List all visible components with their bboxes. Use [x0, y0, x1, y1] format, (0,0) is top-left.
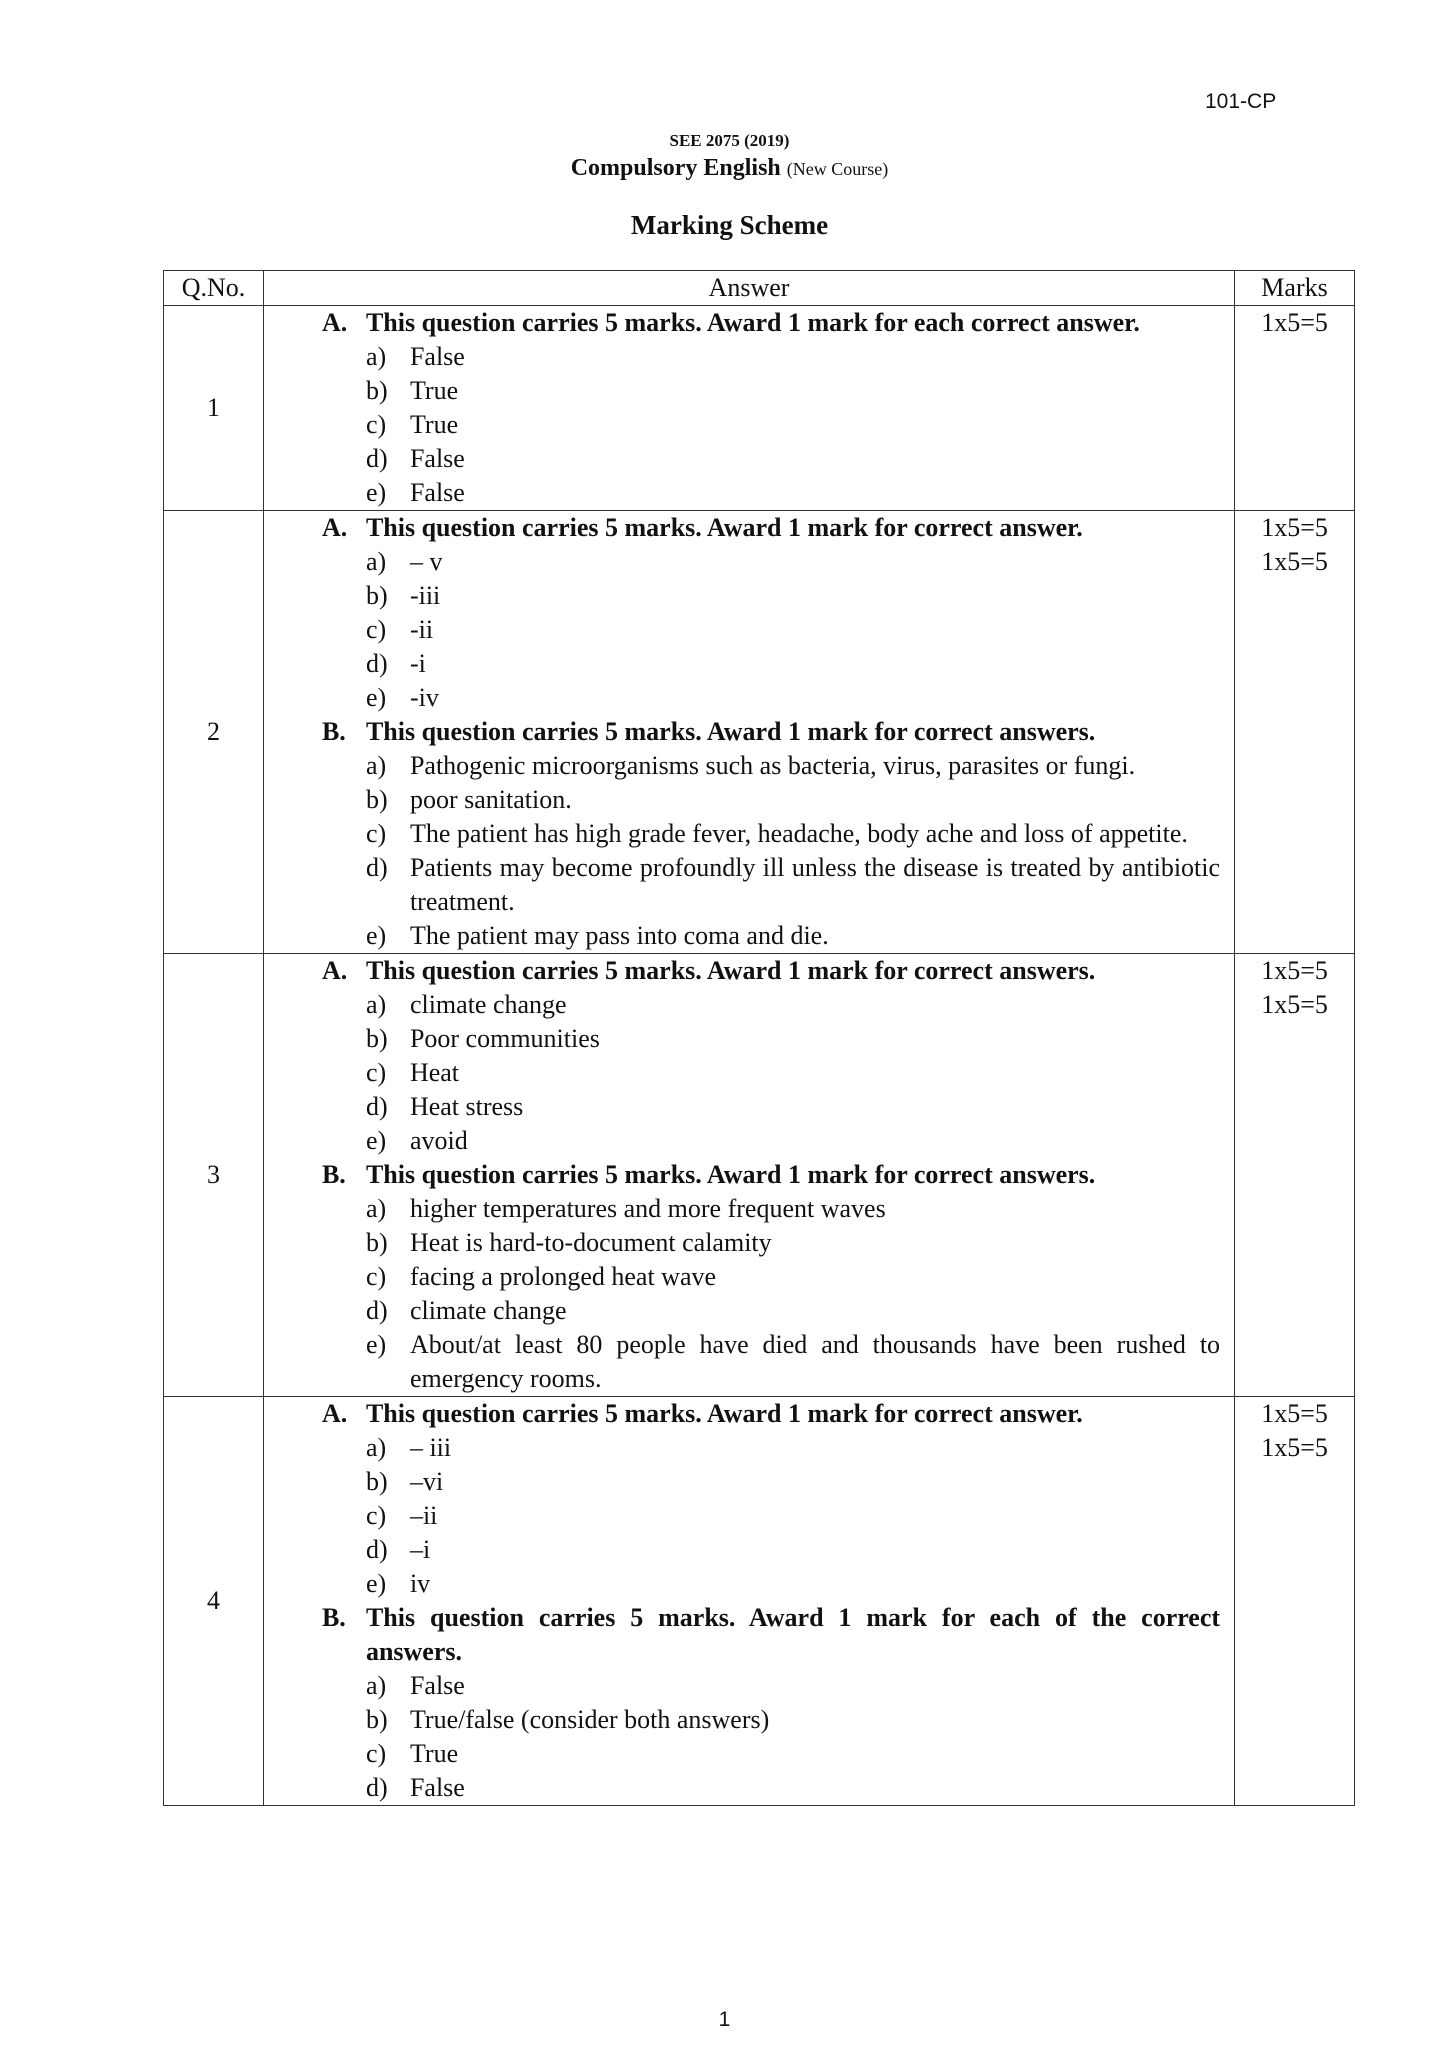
- answer-item: [264, 1567, 1220, 1601]
- answer-item: [264, 545, 1220, 579]
- answer-item: [264, 579, 1220, 613]
- item-text: iv: [409, 1569, 431, 1598]
- item-text: The patient has high grade fever, headache, body ache and loss of appetite.: [409, 819, 1188, 848]
- marks-cell: [1235, 511, 1355, 954]
- item-text: True: [409, 376, 459, 405]
- part-text: This question carries 5 marks. Award 1 mark for correct answer.: [365, 513, 1083, 542]
- answer-cell: [263, 1397, 1234, 1806]
- item-letter: a): [365, 751, 387, 780]
- item-letter: d): [365, 1773, 388, 1802]
- header-marks: Marks: [1235, 271, 1355, 306]
- answer-item: [264, 1465, 1220, 1499]
- item-text: higher temperatures and more frequent waves: [409, 1194, 886, 1223]
- item-text: facing a prolonged heat wave: [409, 1262, 717, 1291]
- answer-item: [264, 1737, 1220, 1771]
- part-instruction: [264, 1397, 1220, 1431]
- item-text: Heat: [409, 1058, 460, 1087]
- item-text: – iii: [409, 1433, 452, 1462]
- part-text: This question carries 5 marks. Award 1 mark for correct answer.: [365, 1399, 1083, 1428]
- item-letter: b): [365, 1705, 388, 1734]
- header-answer: Answer: [263, 271, 1234, 306]
- answer-item: [264, 749, 1220, 783]
- part-letter: B.: [321, 1603, 346, 1632]
- item-letter: a): [365, 547, 387, 576]
- part-instruction: [264, 1158, 1220, 1192]
- item-letter: c): [365, 1501, 387, 1530]
- item-letter: a): [365, 990, 387, 1019]
- item-text: climate change: [409, 1296, 567, 1325]
- item-letter: a): [365, 1194, 387, 1223]
- page-code: 101-CP: [1205, 90, 1277, 113]
- item-letter: c): [365, 1739, 387, 1768]
- item-text: Heat is hard-to-document calamity: [409, 1228, 772, 1257]
- part-letter: A.: [321, 513, 348, 542]
- item-text: True/false (consider both answers): [409, 1705, 770, 1734]
- item-text: False: [409, 342, 465, 371]
- item-letter: d): [365, 1092, 388, 1121]
- answer-item: [264, 1703, 1220, 1737]
- item-letter: b): [365, 1024, 388, 1053]
- marks-value: 1x5=5: [1261, 547, 1328, 576]
- part-instruction: [264, 954, 1220, 988]
- item-text: -iii: [409, 581, 441, 610]
- answer-item: [264, 1056, 1220, 1090]
- part-letter: A.: [321, 956, 348, 985]
- marks-value: 1x5=5: [1261, 308, 1328, 337]
- question-number: 2: [164, 511, 264, 954]
- item-letter: b): [365, 785, 388, 814]
- item-text: –vi: [409, 1467, 444, 1496]
- table-row: [164, 954, 1355, 1397]
- answer-item: [264, 374, 1220, 408]
- answer-item: [264, 1328, 1220, 1396]
- part-instruction: [264, 1601, 1220, 1669]
- marks-value: 1x5=5: [1261, 956, 1328, 985]
- answer-item: [264, 1771, 1220, 1805]
- table-row: [164, 1397, 1355, 1806]
- subject-title: [163, 155, 1296, 182]
- scheme-title: Marking Scheme: [630, 210, 829, 240]
- exam-title: SEE 2075 (2019): [669, 131, 790, 150]
- answer-item: [264, 408, 1220, 442]
- item-text: -ii: [409, 615, 434, 644]
- answer-item: [264, 783, 1220, 817]
- answer-item: [264, 1226, 1220, 1260]
- item-text: Pathogenic microorganisms such as bacteria, virus, parasites or fungi.: [409, 751, 1136, 780]
- answer-item: [264, 647, 1220, 681]
- answer-cell: [263, 511, 1234, 954]
- part-text: This question carries 5 marks. Award 1 mark for each of the correct answers.: [365, 1603, 1221, 1666]
- item-letter: e): [365, 1126, 387, 1155]
- answer-cell: [263, 306, 1234, 511]
- item-text: Patients may become profoundly ill unless the disease is treated by antibiotic treatment.: [409, 853, 1221, 916]
- answer-item: [264, 1431, 1220, 1465]
- part-text: This question carries 5 marks. Award 1 mark for correct answers.: [365, 1160, 1096, 1189]
- answer-item: [264, 1192, 1220, 1226]
- part-instruction: [264, 511, 1220, 545]
- part-text: This question carries 5 marks. Award 1 mark for each correct answer.: [365, 308, 1140, 337]
- item-text: Poor communities: [409, 1024, 600, 1053]
- item-letter: e): [365, 1330, 387, 1359]
- item-text: avoid: [409, 1126, 468, 1155]
- item-letter: d): [365, 1296, 388, 1325]
- item-text: – v: [409, 547, 443, 576]
- marks-value: 1x5=5: [1261, 990, 1328, 1019]
- answer-item: [264, 442, 1220, 476]
- item-text: -i: [409, 649, 426, 678]
- item-letter: b): [365, 1228, 388, 1257]
- answer-item: [264, 476, 1220, 510]
- answer-cell: [263, 954, 1234, 1397]
- table-row: [164, 511, 1355, 954]
- table-header-row: [164, 271, 1355, 306]
- part-letter: B.: [321, 717, 346, 746]
- marks-value: 1x5=5: [1261, 1399, 1328, 1428]
- item-letter: c): [365, 615, 387, 644]
- item-letter: a): [365, 1433, 387, 1462]
- item-letter: d): [365, 649, 388, 678]
- answer-item: [264, 919, 1220, 953]
- answer-item: [264, 1022, 1220, 1056]
- item-text: -iv: [409, 683, 439, 712]
- answer-item: [264, 1090, 1220, 1124]
- item-text: False: [409, 444, 465, 473]
- marks-value: 1x5=5: [1261, 1433, 1328, 1462]
- part-letter: A.: [321, 1399, 348, 1428]
- item-letter: e): [365, 683, 387, 712]
- answer-item: [264, 1669, 1220, 1703]
- table-row: [164, 306, 1355, 511]
- item-letter: e): [365, 1569, 387, 1598]
- answer-item: [264, 1124, 1220, 1158]
- header-qno: Q.No.: [164, 271, 264, 306]
- item-text: True: [409, 410, 459, 439]
- item-letter: d): [365, 1535, 388, 1564]
- item-letter: b): [365, 581, 388, 610]
- item-letter: c): [365, 1058, 387, 1087]
- item-text: poor sanitation.: [409, 785, 572, 814]
- answer-item: [264, 1260, 1220, 1294]
- item-letter: c): [365, 819, 387, 848]
- question-number: 3: [164, 954, 264, 1397]
- marks-cell: [1235, 1397, 1355, 1806]
- page-number: 1: [718, 2008, 731, 2031]
- answer-item: [264, 851, 1220, 919]
- item-text: About/at least 80 people have died and thousands have been rushed to emergency rooms.: [409, 1330, 1221, 1393]
- item-text: Heat stress: [409, 1092, 524, 1121]
- item-text: False: [409, 478, 465, 507]
- item-letter: b): [365, 376, 388, 405]
- item-text: True: [409, 1739, 459, 1768]
- item-letter: b): [365, 1467, 388, 1496]
- part-text: This question carries 5 marks. Award 1 mark for correct answers.: [365, 956, 1096, 985]
- marks-cell: [1235, 954, 1355, 1397]
- item-letter: e): [365, 478, 387, 507]
- marks-value: 1x5=5: [1261, 513, 1328, 542]
- marks-cell: [1235, 306, 1355, 511]
- answer-item: [264, 1533, 1220, 1567]
- item-letter: a): [365, 342, 387, 371]
- question-number: 1: [164, 306, 264, 511]
- item-text: The patient may pass into coma and die.: [409, 921, 829, 950]
- part-letter: A.: [321, 308, 348, 337]
- item-text: False: [409, 1671, 465, 1700]
- answer-item: [264, 1499, 1220, 1533]
- subject-course: (New Course): [786, 159, 889, 179]
- answer-item: [264, 988, 1220, 1022]
- item-text: –i: [409, 1535, 431, 1564]
- item-letter: e): [365, 921, 387, 950]
- item-letter: a): [365, 1671, 387, 1700]
- answer-item: [264, 681, 1220, 715]
- item-text: –ii: [409, 1501, 438, 1530]
- item-letter: d): [365, 853, 388, 882]
- item-text: climate change: [409, 990, 567, 1019]
- subject-name: Compulsory English: [570, 155, 781, 181]
- answer-item: [264, 1294, 1220, 1328]
- table-body: [164, 306, 1355, 1806]
- part-instruction: [264, 306, 1220, 340]
- answer-item: [264, 340, 1220, 374]
- marking-scheme-table: [163, 270, 1355, 1806]
- part-text: This question carries 5 marks. Award 1 mark for correct answers.: [365, 717, 1096, 746]
- item-letter: c): [365, 410, 387, 439]
- answer-item: [264, 817, 1220, 851]
- part-instruction: [264, 715, 1220, 749]
- question-number: 4: [164, 1397, 264, 1806]
- answer-item: [264, 613, 1220, 647]
- item-letter: d): [365, 444, 388, 473]
- part-letter: B.: [321, 1160, 346, 1189]
- item-text: False: [409, 1773, 465, 1802]
- item-letter: c): [365, 1262, 387, 1291]
